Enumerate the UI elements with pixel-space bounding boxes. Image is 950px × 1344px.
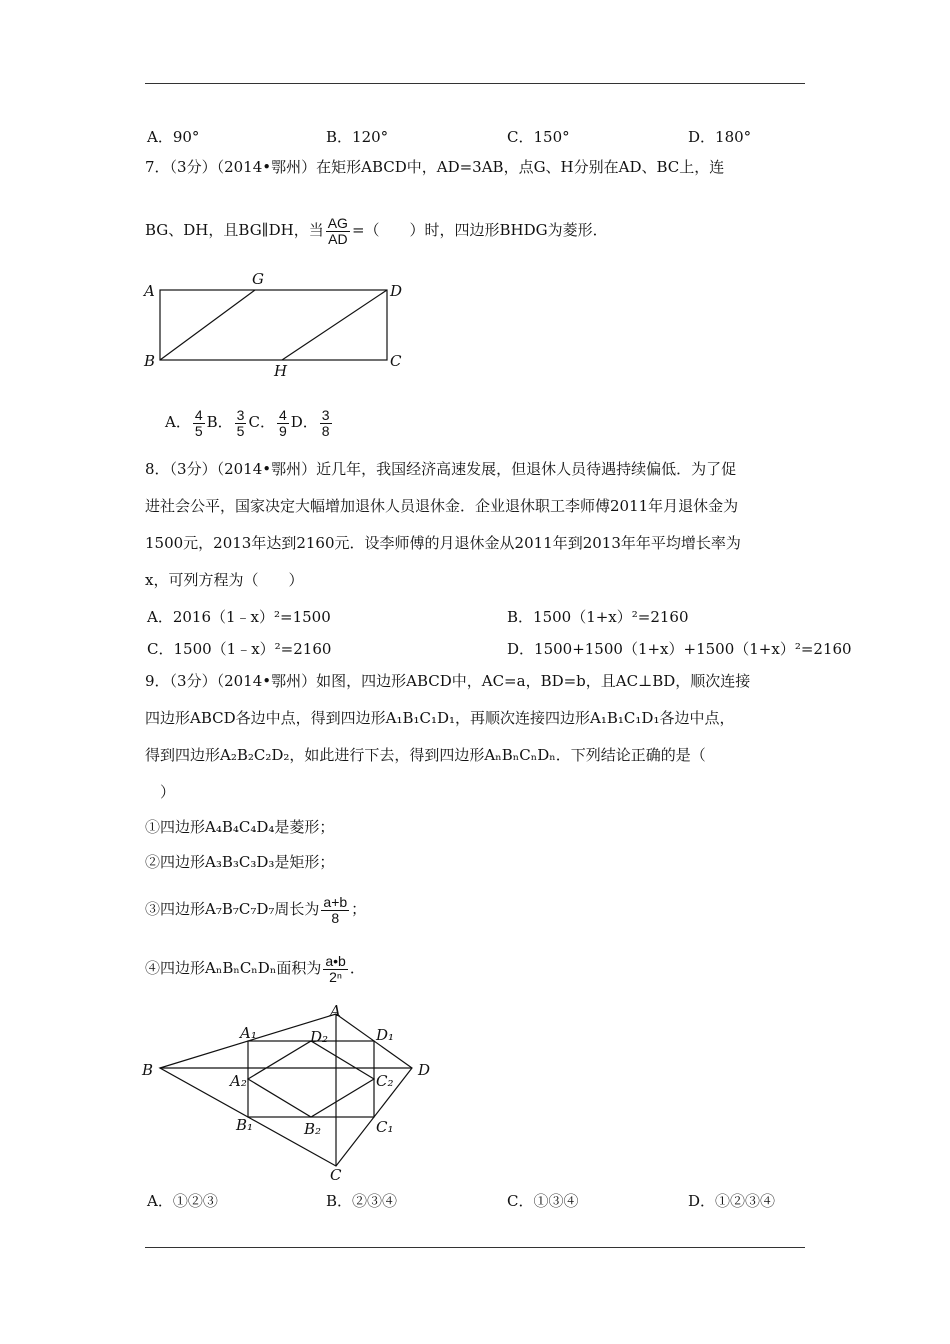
label-d1: D₁ <box>376 1026 395 1044</box>
q9-option-a[interactable]: A．①②③ <box>147 1192 218 1210</box>
q9-option-d[interactable]: D．①②③④ <box>688 1192 776 1210</box>
q7-stem-line1: 7．（3分）（2014•鄂州）在矩形ABCD中，AD=3AB，点G、H分别在AD、BC上，连 <box>145 158 725 176</box>
fraction-denominator: AD <box>328 230 348 247</box>
option-prefix: D． <box>290 413 318 431</box>
option-fraction <box>235 408 247 439</box>
q9-statement-2: ②四边形A₃B₃C₃D₃是矩形； <box>145 853 335 871</box>
q7-option-a[interactable] <box>165 406 207 439</box>
area-fraction <box>323 954 347 985</box>
q7-stem-line2 <box>145 212 608 248</box>
q7-options <box>165 402 334 442</box>
fraction-numerator: AG <box>327 214 348 231</box>
q7-option-b[interactable] <box>206 406 249 439</box>
label-b: B <box>142 1061 154 1079</box>
bottom-rule <box>145 1247 805 1248</box>
q8-stem-line4: x，可列方程为（ ） <box>145 571 304 589</box>
q8-stem-line1: 8．（3分）（2014•鄂州）近几年，我国经济高速发展，但退休人员待遇持续偏低．为了促 <box>145 460 737 478</box>
rhombus-a2b2c2d2 <box>248 1041 374 1117</box>
q9-stem-line3: 得到四边形A₂B₂C₂D₂，如此进行下去，得到四边形AₙBₙCₙDₙ．下列结论正确的是（ <box>145 746 706 764</box>
statement-text: ． <box>349 959 365 977</box>
segment-bg <box>160 290 255 360</box>
q8-stem-line2: 进社会公平，国家决定大幅增加退休人员退休金．企业退休职工李师傅2011年月退休金为 <box>145 497 739 515</box>
option-prefix: C． <box>248 413 275 431</box>
label-c1: C₁ <box>376 1118 394 1136</box>
q8-option-b[interactable]: B．1500（1+x）²=2160 <box>507 608 689 626</box>
q9-quadrilateral-figure <box>140 1000 450 1185</box>
rectangle-abcd <box>160 290 387 360</box>
q9-option-b[interactable]: B．②③④ <box>326 1192 398 1210</box>
label-d2: D₂ <box>310 1028 329 1046</box>
label-a: A <box>144 282 155 300</box>
option-fraction <box>193 408 205 439</box>
fraction-denominator: 5 <box>194 422 203 439</box>
fraction-numerator: 3 <box>236 406 245 423</box>
q6-option-d[interactable]: D．180° <box>688 128 752 146</box>
label-b: B <box>144 352 156 370</box>
fraction-numerator: a+b <box>323 893 348 910</box>
label-h: H <box>274 362 288 377</box>
label-c: C <box>390 352 402 370</box>
option-fraction <box>320 408 332 439</box>
q8-option-a[interactable]: A．2016（1﹣x）²=1500 <box>147 608 331 626</box>
fraction-denominator: 8 <box>331 909 340 926</box>
label-c: C <box>330 1166 342 1184</box>
q7-text-pre: BG、DH，且BG∥DH，当 <box>145 221 324 239</box>
q9-stem-line1: 9．（3分）（2014•鄂州）如图，四边形ABCD中，AC=a，BD=b，且AC⊥BD，顺次连接 <box>145 672 751 690</box>
label-g: G <box>252 272 264 288</box>
option-prefix: A． <box>165 413 191 431</box>
fraction-numerator: a•b <box>325 952 346 969</box>
fraction-denominator: 2ⁿ <box>329 968 343 985</box>
q6-option-a[interactable]: A．90° <box>147 128 200 146</box>
statement-text: ； <box>351 900 367 918</box>
label-a1: A₁ <box>240 1024 257 1042</box>
q7-option-c[interactable] <box>248 406 290 439</box>
fraction-denominator: 5 <box>236 422 245 439</box>
fraction-numerator: 3 <box>321 406 330 423</box>
label-d: D <box>390 282 403 300</box>
option-prefix: B． <box>206 413 233 431</box>
q9-stem-line4: ） <box>160 783 176 801</box>
fraction-denominator: 8 <box>321 422 330 439</box>
q8-option-c[interactable]: C．1500（1﹣x）²=2160 <box>147 640 332 658</box>
fraction-numerator: 4 <box>278 406 287 423</box>
label-a2: A₂ <box>230 1072 247 1090</box>
label-d: D <box>418 1061 431 1079</box>
q6-option-c[interactable]: C．150° <box>507 128 570 146</box>
q7-rectangle-figure <box>140 272 410 377</box>
fraction-denominator: 9 <box>278 422 287 439</box>
label-a: A <box>330 1002 341 1020</box>
q9-statement-3 <box>145 890 366 928</box>
q9-statement-1: ①四边形A₄B₄C₄D₄是菱形； <box>145 818 335 836</box>
q8-option-d[interactable]: D．1500+1500（1+x）+1500（1+x）²=2160 <box>507 640 852 658</box>
fraction-numerator: 4 <box>194 406 203 423</box>
q9-statement-4 <box>145 948 365 988</box>
q9-stem-line2: 四边形ABCD各边中点，得到四边形A₁B₁C₁D₁，再顺次连接四边形A₁B₁C₁D₁各边中点， <box>145 709 735 727</box>
option-fraction <box>277 408 289 439</box>
statement-text: ④四边形AₙBₙCₙDₙ面积为 <box>145 959 322 977</box>
q7-option-d[interactable] <box>290 406 334 439</box>
q8-stem-line3: 1500元，2013年达到2160元．设李师傅的月退休金从2011年到2013年年平均增长率为 <box>145 534 741 552</box>
label-c2: C₂ <box>376 1072 394 1090</box>
segment-dh <box>282 290 387 360</box>
q7-text-post: =（ ）时，四边形BHDG为菱形． <box>351 221 608 239</box>
q9-option-c[interactable]: C．①③④ <box>507 1192 579 1210</box>
q6-option-b[interactable]: B．120° <box>326 128 389 146</box>
perimeter-fraction <box>321 895 349 926</box>
rectangle-a1b1c1d1 <box>248 1041 374 1117</box>
q7-ratio-fraction <box>326 216 350 247</box>
label-b2: B₂ <box>304 1120 322 1138</box>
top-rule <box>145 83 805 84</box>
label-b1: B₁ <box>236 1116 254 1134</box>
statement-text: ③四边形A₇B₇C₇D₇周长为 <box>145 900 320 918</box>
